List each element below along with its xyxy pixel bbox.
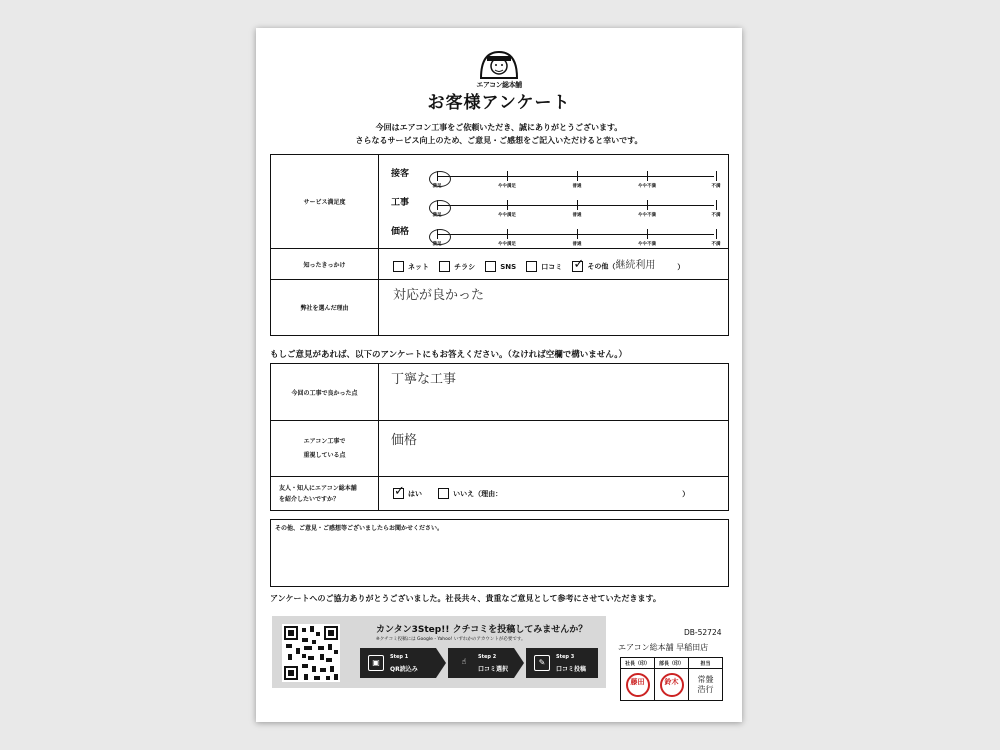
good-point-label: 今回の工事で良かった点 bbox=[271, 364, 379, 421]
banner-note: ※クチコミ投稿には Google・Yahoo! いずれかのアカウントが必要です。 bbox=[376, 637, 526, 642]
approval-stamps bbox=[620, 657, 723, 701]
selection-circle[interactable] bbox=[429, 200, 451, 216]
survey-sheet bbox=[256, 28, 742, 722]
review-post-icon: ✎ bbox=[534, 655, 550, 671]
scale-row-price bbox=[379, 217, 728, 247]
scale-row-service bbox=[379, 159, 728, 189]
yes-label: はい bbox=[408, 489, 422, 498]
reason-answer: 対応が良かった bbox=[393, 288, 485, 303]
scale-label: 普通 bbox=[572, 242, 582, 247]
important-answer: 価格 bbox=[391, 433, 418, 448]
recommend-label-1: 友人・知人にエアコン総本舗 bbox=[279, 484, 357, 492]
step-2 bbox=[448, 648, 514, 678]
recommend-label-2: を紹介したいですか？ bbox=[279, 495, 340, 503]
step-label: Step 2 bbox=[478, 654, 497, 660]
no-label: いいえ（理由： bbox=[453, 489, 503, 498]
no-close: ） bbox=[682, 489, 690, 498]
scale-label: やや不満 bbox=[638, 184, 656, 189]
manager-seal-cell bbox=[655, 669, 689, 701]
logo-text: エアコン総本舗 bbox=[476, 81, 522, 89]
staff-name-2: 浩行 bbox=[697, 684, 714, 694]
scale-label: やや不満 bbox=[638, 242, 656, 247]
checkbox-yes[interactable] bbox=[393, 488, 404, 499]
banner-title: カンタン3Step!! クチコミを投稿してみませんか？ bbox=[376, 625, 588, 635]
checkbox-no[interactable] bbox=[438, 488, 449, 499]
other-answer[interactable]: 継続利用 bbox=[615, 260, 656, 271]
good-point-field[interactable] bbox=[379, 364, 729, 421]
option-label: SNS bbox=[500, 262, 517, 271]
optional-note: もしご意見があれば、以下のアンケートにもお答えください。（なければ空欄で構いません。） bbox=[270, 350, 628, 360]
intro-line-1: 今回はエアコン工事をご依頼いただき、誠にありがとうございます。 bbox=[375, 123, 623, 132]
selection-circle[interactable] bbox=[429, 171, 451, 187]
thanks-message: アンケートへのご協力ありがとうございました。社長共々、貴重なご意見として参考にさせていただきます。 bbox=[270, 594, 661, 603]
staff-name-1: 常盤 bbox=[697, 674, 714, 684]
service-scales bbox=[379, 155, 729, 249]
step-name: 口コミ選択 bbox=[478, 666, 509, 673]
option-label: その他（ bbox=[587, 262, 616, 271]
document-code: DB-52724 bbox=[684, 628, 722, 637]
important-label bbox=[271, 421, 379, 477]
president-seal-cell bbox=[621, 669, 655, 701]
good-point-answer: 丁寧な工事 bbox=[391, 372, 457, 387]
stamp-header: 担当 bbox=[689, 658, 723, 669]
survey-table-top bbox=[270, 154, 729, 336]
step-name: 口コミ投稿 bbox=[556, 666, 587, 673]
scale-label: やや満足 bbox=[498, 184, 516, 189]
survey-table-bottom bbox=[270, 363, 729, 511]
checkbox-flyer[interactable] bbox=[439, 261, 450, 272]
source-label: 知ったきっかけ bbox=[271, 249, 379, 280]
recommend-options bbox=[379, 477, 729, 511]
comments-label: その他、ご意見・ご感想等ございましたらお聞かせください。 bbox=[271, 520, 729, 587]
step-1 bbox=[360, 648, 436, 678]
step-arrow-icon bbox=[514, 648, 524, 678]
scale-label: 不満 bbox=[711, 184, 721, 189]
staff-cell bbox=[689, 669, 723, 701]
reason-field[interactable] bbox=[379, 280, 729, 336]
scale-label: 不満 bbox=[711, 213, 721, 218]
step-label: Step 3 bbox=[556, 654, 575, 660]
scale-label: 満足 bbox=[432, 184, 442, 189]
president-seal: 藤田 bbox=[626, 673, 650, 697]
qr-code-icon[interactable] bbox=[282, 624, 340, 682]
scale-label: 普通 bbox=[572, 213, 582, 218]
scale-category: 価格 bbox=[391, 227, 410, 237]
recommend-label bbox=[271, 477, 379, 511]
scale-category: 接客 bbox=[391, 169, 410, 179]
phone-qr-icon: ▣ bbox=[368, 655, 384, 671]
manager-seal: 鈴木 bbox=[660, 673, 684, 697]
stamp-header: 部長（印） bbox=[655, 658, 689, 669]
comments-box[interactable] bbox=[270, 519, 729, 587]
stamp-header: 社長（印） bbox=[621, 658, 655, 669]
step-3 bbox=[526, 648, 598, 678]
scale-label: やや不満 bbox=[638, 213, 656, 218]
intro-line-2: さらなるサービス向上のため、ご意見・ご感想をご記入いただけると幸いです。 bbox=[355, 136, 643, 145]
page-title: お客様アンケート bbox=[427, 93, 571, 113]
review-banner bbox=[272, 616, 606, 688]
option-label: ネット bbox=[408, 262, 429, 271]
important-label-1: エアコン工事で bbox=[303, 437, 346, 445]
service-label: サービス満足度 bbox=[271, 155, 379, 249]
scale-label: 不満 bbox=[711, 242, 721, 247]
option-close: ） bbox=[677, 262, 685, 271]
step-name: QR読込み bbox=[390, 666, 418, 673]
checkbox-sns[interactable] bbox=[485, 261, 496, 272]
checkbox-word-of-mouth[interactable] bbox=[526, 261, 537, 272]
scale-label: 満足 bbox=[432, 213, 442, 218]
search-select-icon: ☝ bbox=[461, 657, 467, 666]
important-field[interactable] bbox=[379, 421, 729, 477]
step-arrow-icon bbox=[436, 648, 446, 678]
option-label: チラシ bbox=[454, 262, 476, 271]
scale-row-work bbox=[379, 188, 728, 218]
scale-label: 満足 bbox=[432, 242, 442, 247]
scale-label: やや満足 bbox=[498, 242, 516, 247]
checkbox-net[interactable] bbox=[393, 261, 404, 272]
source-options bbox=[379, 249, 729, 280]
scale-label: 普通 bbox=[572, 184, 582, 189]
scale-label: やや満足 bbox=[498, 213, 516, 218]
company-logo bbox=[473, 48, 525, 90]
scale-category: 工事 bbox=[391, 198, 410, 208]
selection-circle[interactable] bbox=[429, 229, 451, 245]
important-label-2: 重視している点 bbox=[303, 451, 346, 459]
checkbox-other[interactable] bbox=[572, 261, 583, 272]
option-label: 口コミ bbox=[541, 262, 563, 271]
step-label: Step 1 bbox=[390, 654, 409, 660]
shop-name: エアコン総本舗 早稲田店 bbox=[618, 643, 709, 652]
reason-label: 弊社を選んだ理由 bbox=[271, 280, 379, 336]
